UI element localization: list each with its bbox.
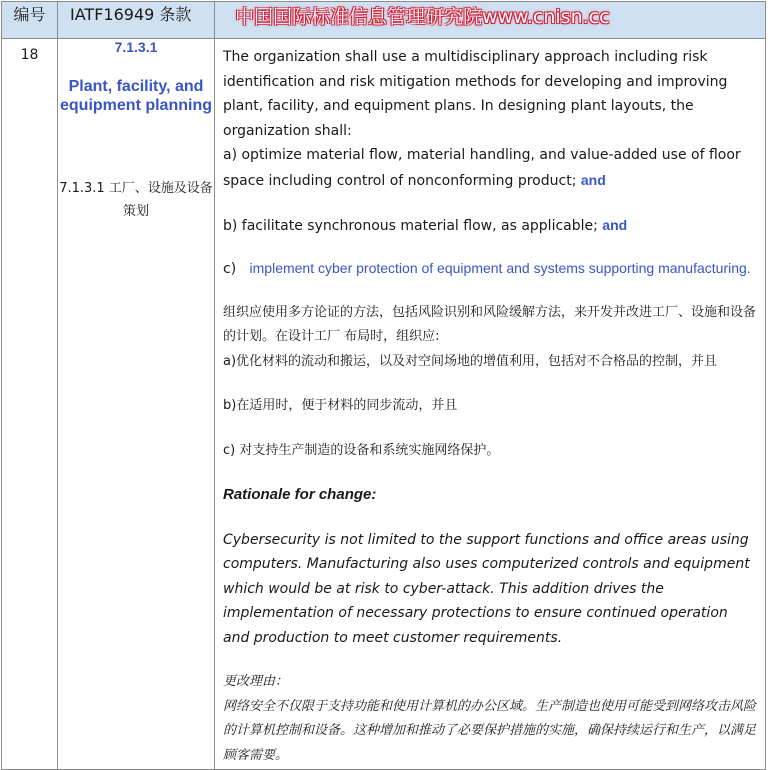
clause-cell [58,39,215,770]
en-item-a-added: and [580,171,606,188]
zh-item-a: a)优化材料的流动和搬运，以及对空间场地的增值利用，包括对不合格品的控制，并且 [223,353,718,369]
rationale-heading-zh: 更改理由： [223,674,289,689]
header-number: 编号 [2,2,58,39]
rationale-en: Cybersecurity is not limited to the support functions and office areas using computers. Manufacturing also uses computerized controls and equipment which would be at risk to cyber-attack. This addition drives the implementation of necessary protections to ensure continued operation and production to meet customer requirements. [223,531,750,646]
en-item-b-added: and [602,217,628,233]
rationale-heading: Rationale for change: [223,486,377,503]
clause-title: Plant, facility, and equipment planning [60,78,212,114]
zh-item-b: b)在适用时，便于材料的同步流动，并且 [223,398,458,413]
en-item-a-text: a) optimize material flow, material handling, and value-added use of floor space including control of nonconforming product; [223,147,741,189]
en-intro: The organization shall use a multidisciplinary approach including risk identification and risk mitigation methods for developing and improving plant, facility, and equipment plans. In designing plant layouts, the organization shall: [223,49,728,139]
header-clause: IATF16949 条款 [58,2,215,39]
zh-intro: 组织应使用多方论证的方法，包括风险识别和风险缓解方法，来开发并改进工厂、设施和设备的计划。在设计工厂 布局时，组织应: [223,304,757,344]
zh-item-c: c) 对支持生产制造的设备和系统实施网络保护。 [223,442,500,458]
en-item-a [223,143,757,193]
table-header-row [2,2,766,39]
clause-body [215,39,766,770]
en-item-c-text: implement cyber protection of equipment and systems supporting manufacturing. [249,259,751,276]
clause-table [1,1,766,770]
table-row [2,39,766,770]
clause-number: 7.1.3.1 [114,39,158,55]
en-item-b [223,213,757,239]
en-item-b-text: b) facilitate synchronous material flow, as applicable; [223,218,598,234]
en-item-c [223,259,757,279]
en-item-c-label: c) [223,260,237,277]
rationale-zh: 网络安全不仅限于支持功能和使用计算机的办公区域。生产制造也使用可能受到网络攻击风险的计算机控制和设备。这种增加和推动了必要保护措施的实施，确保持续运行和生产，以满足顾客需要。 [223,698,757,763]
row-number: 18 [2,39,58,770]
watermark-text: 中国国际标准信息管理研究院www.cnisn.cc [215,2,766,39]
clause-title-zh: 7.1.3.1 工厂、设施及设备策划 [59,181,213,219]
